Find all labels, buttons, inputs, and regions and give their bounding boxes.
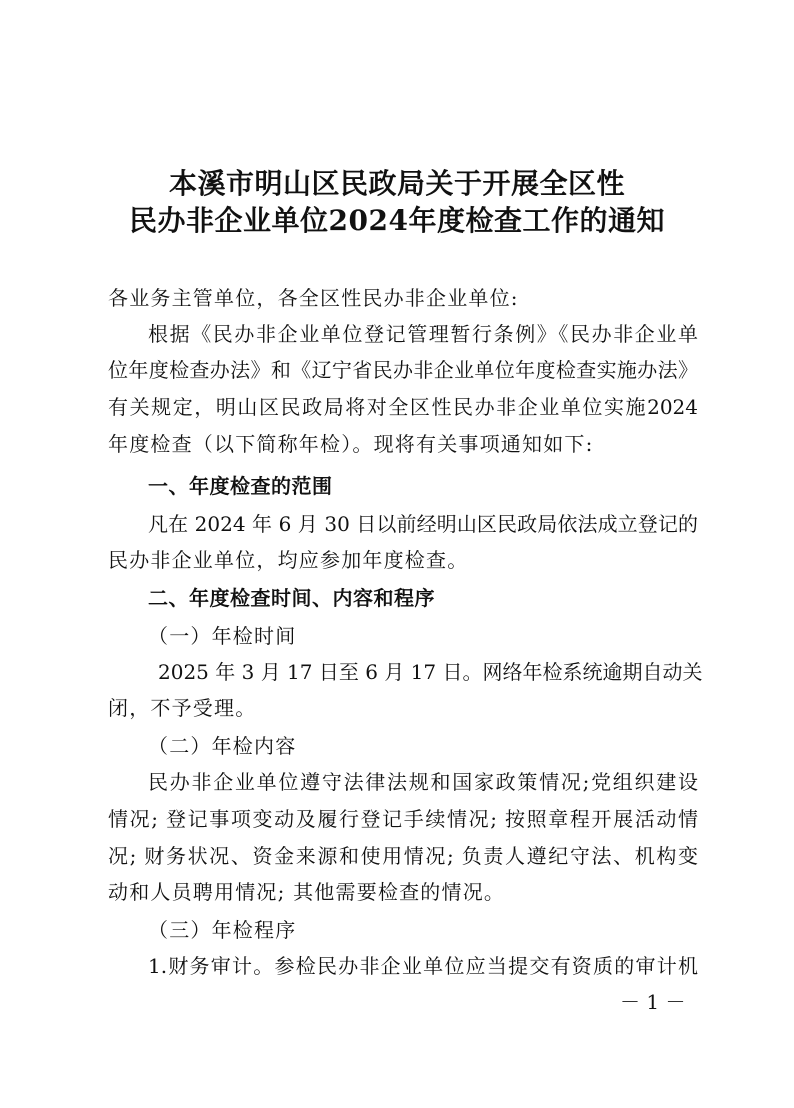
- section-heading-1: 一、年度检查的范围: [148, 474, 333, 498]
- page-number: － 1 －: [620, 990, 686, 1014]
- paragraph-line: 根据《民办非企业单位登记管理暂行条例》《民办非企业单: [148, 322, 698, 346]
- paragraph-line: 凡在 2024 年 6 月 30 日以前经明山区民政局依法成立登记的: [148, 512, 698, 536]
- paragraph-line: 位年度检查办法》和《辽宁省民办非企业单位年度检查实施办法》: [108, 358, 698, 382]
- paragraph-line: 闭，不予受理。: [108, 696, 257, 720]
- paragraph-line: 年度检查（以下简称年检）。现将有关事项通知如下:: [108, 432, 594, 456]
- paragraph-line: 民办非企业单位遵守法律法规和国家政策情况;党组织建设: [148, 770, 698, 794]
- salutation: 各业务主管单位，各全区性民办非企业单位:: [108, 286, 519, 310]
- paragraph-line: 况; 财务状况、资金来源和使用情况; 负责人遵纪守法、机构变: [108, 844, 698, 868]
- paragraph-line: 2025 年 3 月 17 日至 6 月 17 日。网络年检系统逾期自动关: [158, 660, 703, 684]
- document-title-line-2: 民办非企业单位2024年度检查工作的通知: [129, 204, 665, 237]
- paragraph-line: 民办非企业单位，均应参加年度检查。: [108, 548, 469, 572]
- document-title-line-1: 本溪市明山区民政局关于开展全区性: [168, 167, 625, 200]
- subsection-heading-2: （二）年检内容: [148, 734, 297, 758]
- subsection-heading-3: （三）年检程序: [148, 918, 297, 942]
- paragraph-line: 动和人员聘用情况; 其他需要检查的情况。: [108, 880, 506, 904]
- paragraph-line: 1.财务审计。参检民办非企业单位应当提交有资质的审计机: [148, 954, 698, 978]
- section-heading-2: 二、年度检查时间、内容和程序: [148, 586, 435, 610]
- paragraph-line: 有关规定，明山区民政局将对全区性民办非企业单位实施2024: [108, 395, 698, 419]
- paragraph-line: 情况; 登记事项变动及履行登记手续情况; 按照章程开展活动情: [108, 807, 698, 831]
- subsection-heading-1: （一）年检时间: [148, 624, 297, 648]
